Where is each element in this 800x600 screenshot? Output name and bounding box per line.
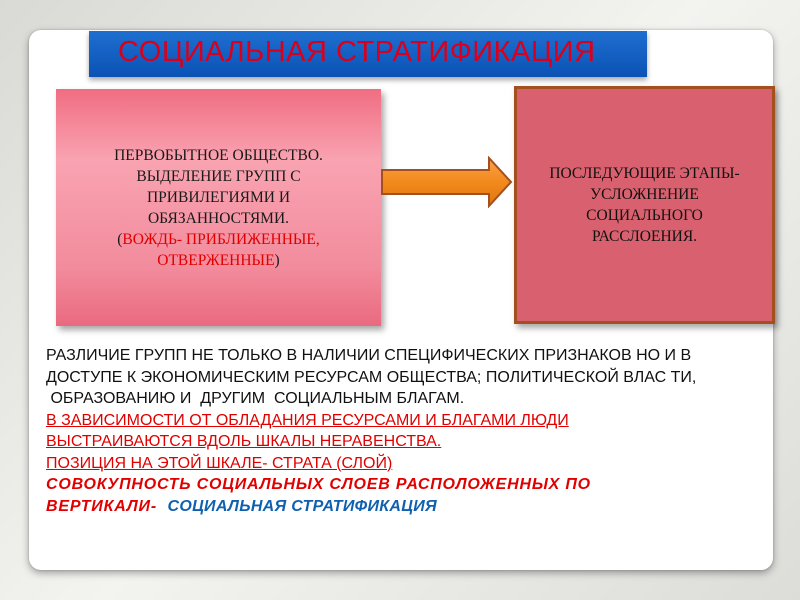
strata-definition: ПОЗИЦИЯ НА ЭТОЙ ШКАЛЕ- СТРАТА (СЛОЙ): [46, 454, 393, 472]
left-box-line: ВЫДЕЛЕНИЕ ГРУПП С: [136, 167, 301, 185]
stratification-definition-1: СОВОКУПНОСТЬ СОЦИАЛЬНЫХ СЛОЕВ РАСПОЛОЖЕННЫХ ПО: [46, 476, 591, 493]
left-box-groups-end: [157, 250, 279, 271]
left-box-groups: [117, 229, 320, 250]
paren-open: (: [117, 230, 123, 248]
body-text: [46, 345, 766, 517]
primitive-society-box: [56, 89, 381, 326]
slide-title: СОЦИАЛЬНАЯ СТРАТИФИКАЦИЯ: [118, 36, 596, 68]
body-red-line: [46, 410, 766, 432]
body-line: ОБРАЗОВАНИЮ И ДРУГИМ СОЦИАЛЬНЫМ БЛАГАМ.: [46, 390, 465, 407]
body-red-line: [46, 453, 766, 475]
right-arrow-icon: [381, 156, 513, 208]
stratification-definition-2: ВЕРТИКАЛИ-: [46, 497, 168, 515]
right-box-line: ПОСЛЕДУЮЩИЕ ЭТАПЫ-: [549, 165, 740, 182]
body-bold-line: [46, 496, 766, 518]
body-line: ДОСТУПЕ К ЭКОНОМИЧЕСКИМ РЕСУРСАМ ОБЩЕСТВА; ПОЛИТИЧЕСКОЙ ВЛАС ТИ,: [46, 368, 697, 386]
right-box-line: УСЛОЖНЕНИЕ: [590, 186, 699, 203]
left-box-line: ОБЯЗАННОСТЯМИ.: [147, 209, 290, 227]
body-red-line: [46, 431, 766, 453]
left-box-line: ПРИВИЛЕГИЯМИ И: [146, 188, 291, 206]
resources-statement-1: В ЗАВИСИМОСТИ ОТ ОБЛАДАНИЯ РЕСУРСАМИ И БЛАГАМИ ЛЮДИ: [46, 411, 569, 429]
later-stages-box: [514, 86, 775, 324]
groups-text-line1: ВОЖДЬ- ПРИБЛИЖЕННЫЕ,: [122, 230, 320, 248]
paren-close: ): [274, 251, 280, 269]
right-box-line: СОЦИАЛЬНОГО: [586, 207, 703, 224]
body-line: РАЗЛИЧИЕ ГРУПП НЕ ТОЛЬКО В НАЛИЧИИ СПЕЦИФИЧЕСКИХ ПРИЗНАКОВ НО И В: [46, 347, 692, 364]
groups-text-line2: ОТВЕРЖЕННЫЕ: [157, 251, 275, 269]
left-box-line: ПЕРВОБЫТНОЕ ОБЩЕСТВО.: [114, 146, 323, 164]
stratification-term: СОЦИАЛЬНАЯ СТРАТИФИКАЦИЯ: [167, 497, 437, 515]
resources-statement-2: ВЫСТРАИВАЮТСЯ ВДОЛЬ ШКАЛЫ НЕРАВЕНСТВА.: [46, 433, 442, 450]
right-box-line: РАССЛОЕНИЯ.: [591, 228, 698, 245]
body-bold-line: [46, 474, 766, 496]
